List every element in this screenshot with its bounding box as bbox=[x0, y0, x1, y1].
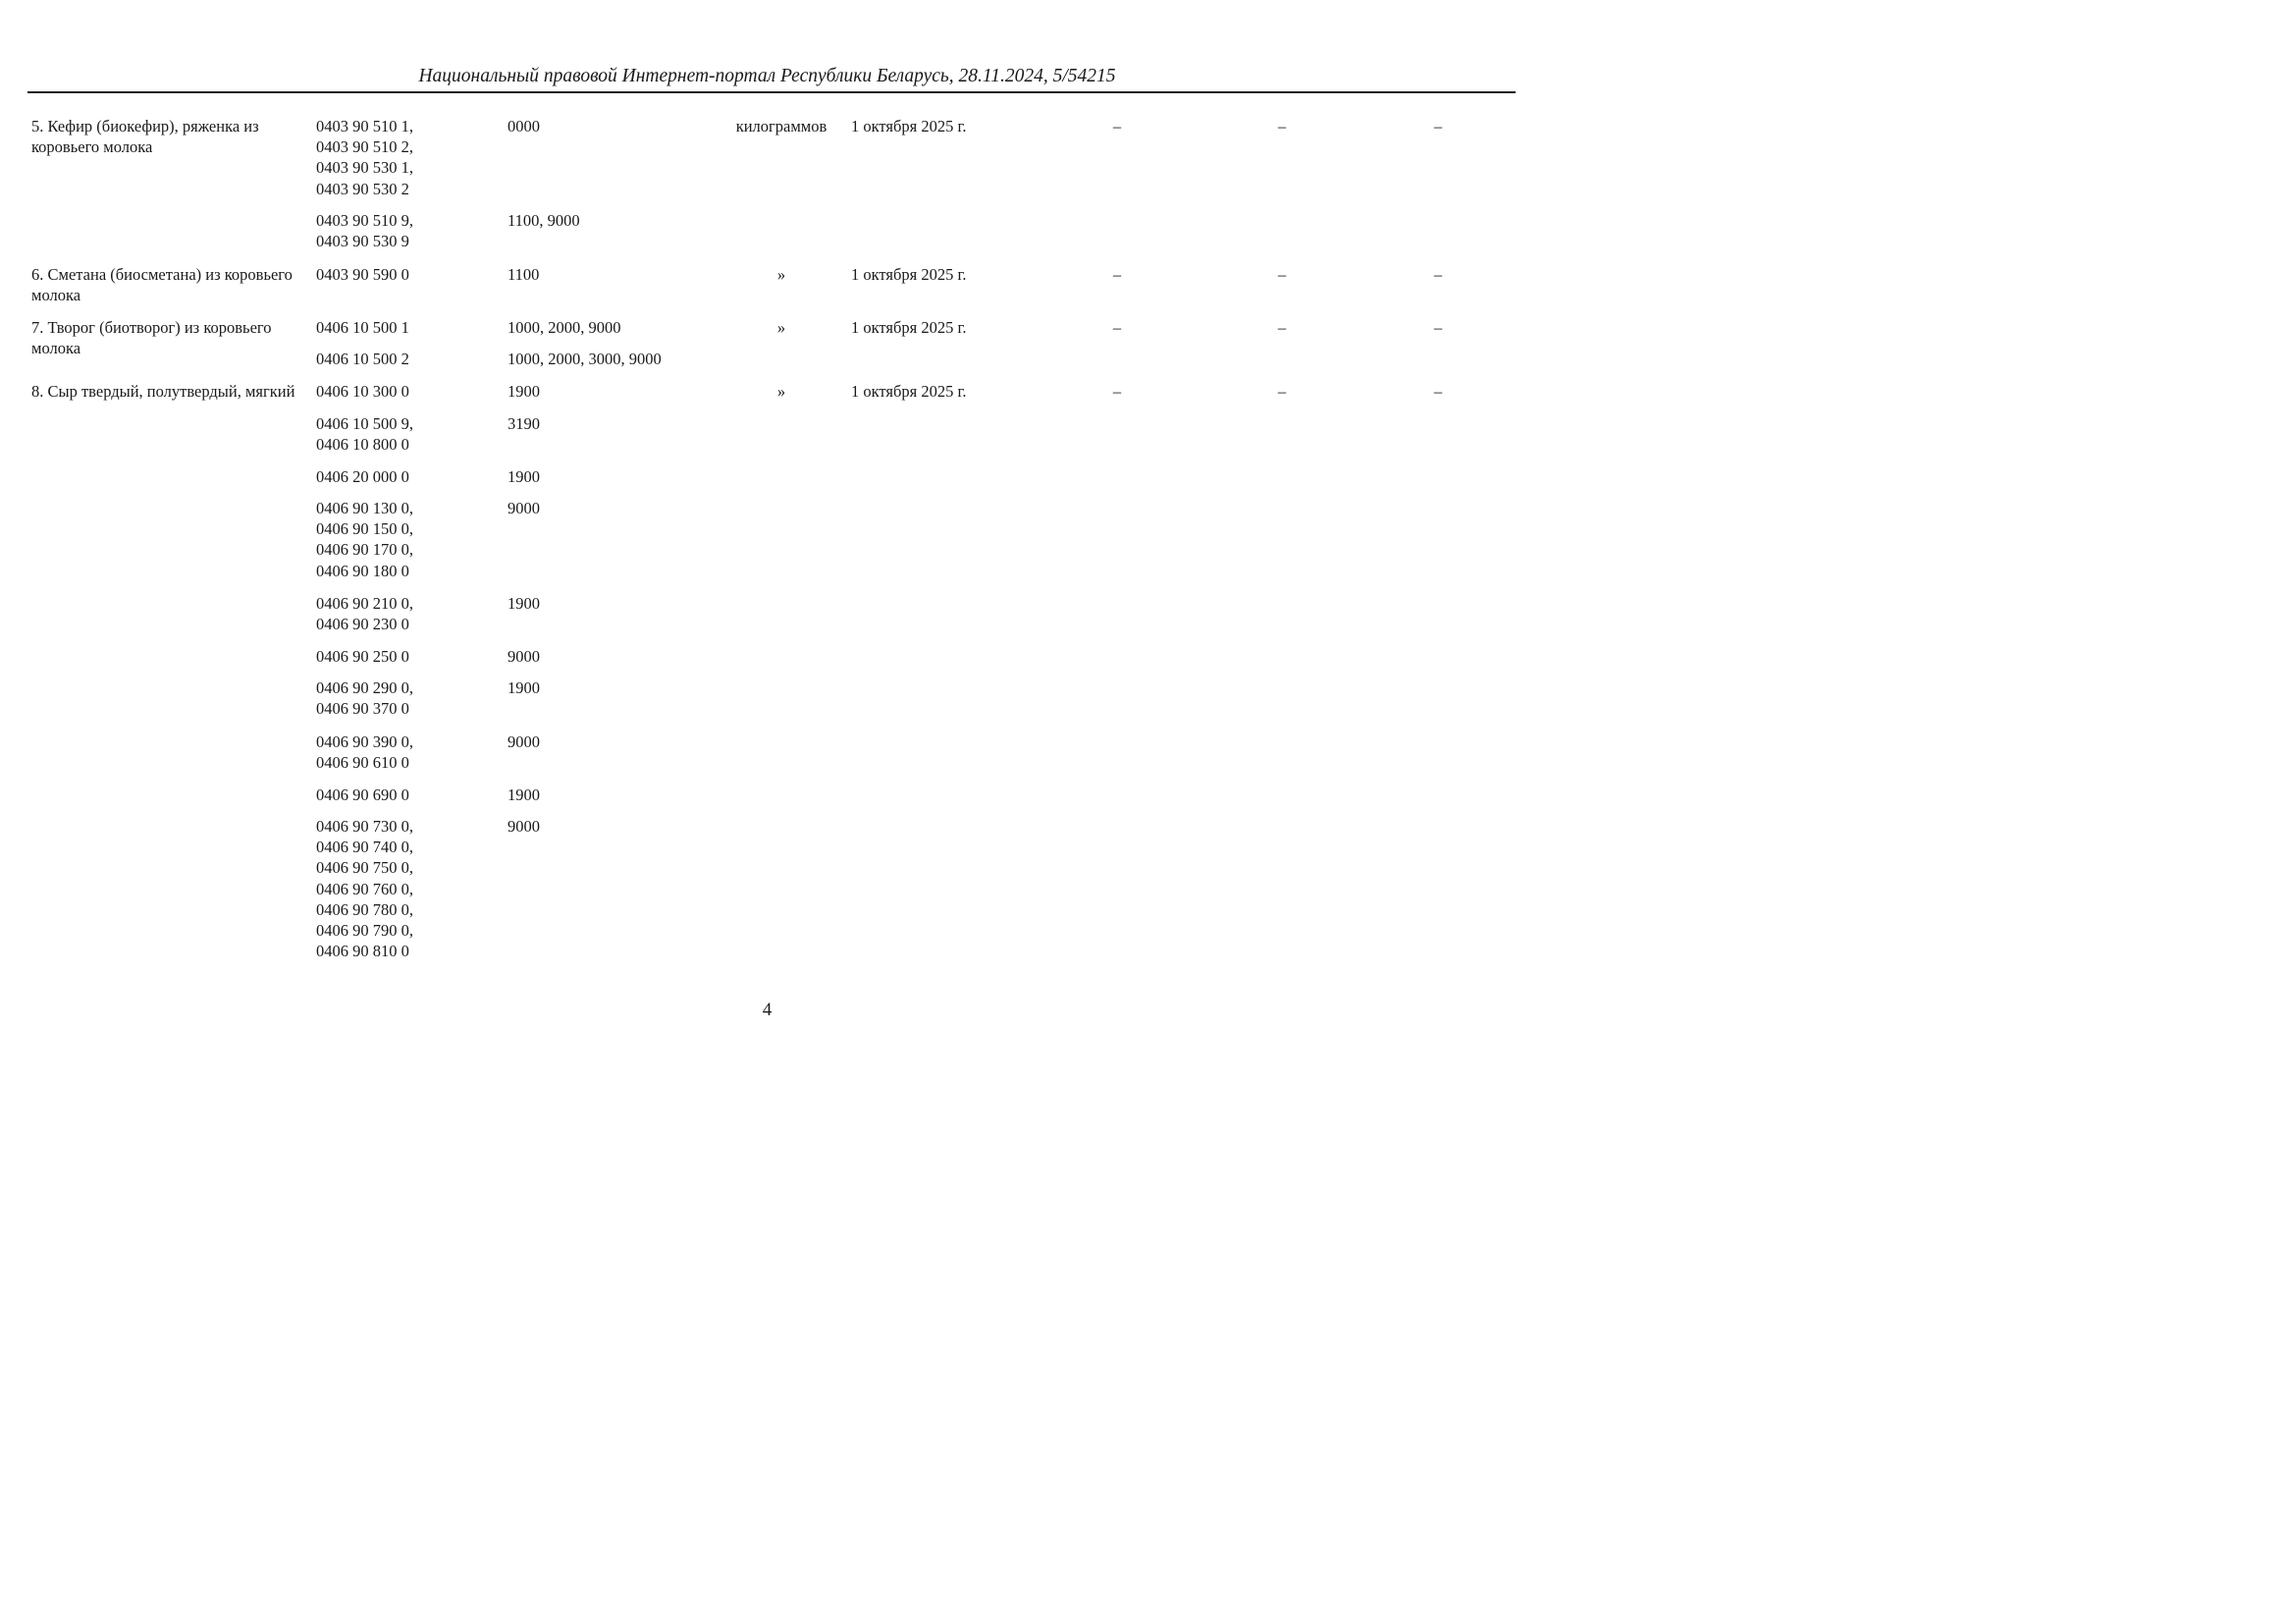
empty-value-dash: – bbox=[1112, 117, 1122, 135]
tnved-codes: 0406 20 000 0 bbox=[316, 467, 409, 486]
tnved-codes: 0406 90 130 0, 0406 90 150 0, 0406 90 170 0, 0406 90 180 0 bbox=[316, 499, 413, 580]
tnved-codes: 0403 90 590 0 bbox=[316, 265, 409, 284]
empty-value-dash: – bbox=[1433, 117, 1443, 135]
additional-codes: 1100 bbox=[507, 265, 540, 284]
additional-codes: 9000 bbox=[507, 647, 540, 666]
tnved-codes: 0406 10 300 0 bbox=[316, 382, 409, 401]
product-name: 6. Сметана (биосметана) из коровьего молока bbox=[31, 265, 293, 305]
tnved-codes: 0406 10 500 2 bbox=[316, 350, 409, 368]
additional-codes: 1000, 2000, 3000, 9000 bbox=[507, 350, 662, 368]
empty-value-dash: – bbox=[1277, 382, 1287, 401]
additional-codes: 9000 bbox=[507, 817, 540, 836]
tnved-codes: 0403 90 510 1, 0403 90 510 2, 0403 90 530 1, 0403 90 530 2 bbox=[316, 117, 413, 198]
additional-codes: 1900 bbox=[507, 382, 540, 401]
unit-of-measure: » bbox=[776, 318, 786, 337]
unit-of-measure: » bbox=[776, 265, 786, 284]
effective-date: 1 октября 2025 г. bbox=[851, 382, 967, 401]
additional-codes: 1100, 9000 bbox=[507, 211, 580, 230]
empty-value-dash: – bbox=[1112, 265, 1122, 284]
unit-of-measure: » bbox=[776, 382, 786, 401]
empty-value-dash: – bbox=[1112, 318, 1122, 337]
additional-codes: 1000, 2000, 9000 bbox=[507, 318, 621, 337]
empty-value-dash: – bbox=[1277, 117, 1287, 135]
product-name: 7. Творог (биотворог) из коровьего молока bbox=[31, 318, 272, 358]
additional-codes: 3190 bbox=[507, 414, 540, 433]
tnved-codes: 0403 90 510 9, 0403 90 530 9 bbox=[316, 211, 413, 251]
product-name: 8. Сыр твердый, полутвердый, мягкий bbox=[31, 382, 295, 401]
empty-value-dash: – bbox=[1277, 265, 1287, 284]
effective-date: 1 октября 2025 г. bbox=[851, 117, 967, 135]
empty-value-dash: – bbox=[1433, 382, 1443, 401]
effective-date: 1 октября 2025 г. bbox=[851, 265, 967, 284]
tnved-codes: 0406 90 690 0 bbox=[316, 785, 409, 804]
tnved-codes: 0406 90 210 0, 0406 90 230 0 bbox=[316, 594, 413, 634]
empty-value-dash: – bbox=[1277, 318, 1287, 337]
additional-codes: 1900 bbox=[507, 678, 540, 697]
empty-value-dash: – bbox=[1433, 318, 1443, 337]
document-header: Национальный правовой Интернет-портал Республики Беларусь, 28.11.2024, 5/54215 bbox=[418, 66, 1116, 86]
additional-codes: 9000 bbox=[507, 732, 540, 751]
additional-codes: 1900 bbox=[507, 785, 540, 804]
tnved-codes: 0406 90 730 0, 0406 90 740 0, 0406 90 750 0, 0406 90 760 0, 0406 90 780 0, 0406 90 790 0, 0406 90 810 0 bbox=[316, 817, 413, 961]
additional-codes: 9000 bbox=[507, 499, 540, 517]
additional-codes: 1900 bbox=[507, 467, 540, 486]
empty-value-dash: – bbox=[1433, 265, 1443, 284]
additional-codes: 1900 bbox=[507, 594, 540, 613]
tnved-codes: 0406 10 500 9, 0406 10 800 0 bbox=[316, 414, 413, 455]
tnved-codes: 0406 10 500 1 bbox=[316, 318, 409, 337]
effective-date: 1 октября 2025 г. bbox=[851, 318, 967, 337]
unit-of-measure: килограммов bbox=[735, 117, 828, 135]
tnved-codes: 0406 90 290 0, 0406 90 370 0 bbox=[316, 678, 413, 719]
page-number: 4 bbox=[762, 1000, 773, 1020]
empty-value-dash: – bbox=[1112, 382, 1122, 401]
tnved-codes: 0406 90 390 0, 0406 90 610 0 bbox=[316, 732, 413, 773]
product-name: 5. Кефир (биокефир), ряженка из коровьего молока bbox=[31, 117, 259, 157]
additional-codes: 0000 bbox=[507, 117, 540, 135]
tnved-codes: 0406 90 250 0 bbox=[316, 647, 409, 666]
goods-table bbox=[0, 0, 1534, 1085]
